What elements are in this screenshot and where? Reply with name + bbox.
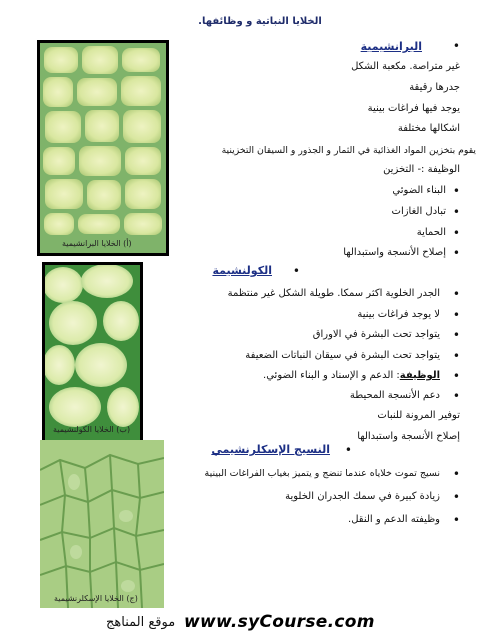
parenchyma-heading: البرانشيمية bbox=[360, 40, 422, 53]
function-label: الوظيفة bbox=[399, 370, 440, 381]
collenchyma-image bbox=[42, 262, 143, 443]
collenchyma-bullet: دعم الأنسجة المحيطة bbox=[349, 390, 440, 401]
bullet-dot: • bbox=[452, 513, 460, 527]
bullet-dot: • bbox=[292, 264, 300, 278]
bullet-dot: • bbox=[452, 369, 460, 383]
parenchyma-line: الوظيفة :- التخزين bbox=[383, 164, 460, 175]
parenchyma-bullet: تبادل الغازات bbox=[391, 206, 446, 217]
bullet-dot: • bbox=[452, 246, 460, 260]
parenchyma-caption: (أ) الخلايا البرانشيمية bbox=[62, 239, 132, 248]
parenchyma-bullet: الحماية bbox=[416, 227, 446, 238]
collenchyma-line: توفير المرونة للنبات bbox=[377, 410, 460, 421]
bullet-dot: • bbox=[452, 349, 460, 363]
bullet-dot: • bbox=[452, 226, 460, 240]
parenchyma-line: غير متراصة. مكعبة الشكل bbox=[351, 61, 460, 72]
parenchyma-bullet: إصلاح الأنسجة واستبدالها bbox=[343, 247, 446, 258]
bullet-dot: • bbox=[452, 184, 460, 198]
collenchyma-bullet: يتواجد تحت البشرة في سيقان النباتات الضعيفة bbox=[245, 350, 440, 361]
parenchyma-bullet: البناء الضوئي bbox=[392, 185, 446, 196]
sclerenchyma-heading: النسيج الإسكلرنشيمي bbox=[211, 443, 330, 456]
collenchyma-line: إصلاح الأنسجة واستبدالها bbox=[357, 431, 460, 442]
bullet-dot: • bbox=[452, 389, 460, 403]
sclerenchyma-image bbox=[40, 440, 164, 608]
bullet-dot: • bbox=[344, 443, 352, 457]
collenchyma-bullet: الجدر الخلوية اكثر سمكا. طويلة الشكل غير منتظمة bbox=[227, 288, 440, 299]
bullet-dot: • bbox=[452, 467, 460, 481]
parenchyma-line: يوجد فيها فراغات بينية bbox=[367, 103, 460, 114]
footer-site-name: موقع المناهج bbox=[106, 615, 176, 630]
sclerenchyma-bullet: وظيفته الدعم و النقل. bbox=[348, 514, 440, 525]
collenchyma-function bbox=[263, 369, 440, 383]
bullet-dot: • bbox=[452, 490, 460, 504]
bullet-dot: • bbox=[452, 287, 460, 301]
parenchyma-line: اشكالها مختلفة bbox=[397, 123, 460, 134]
parenchyma-line: يقوم بتخزين المواد الغذائية في الثمار و الجذور و السيقان التخزينية bbox=[221, 145, 476, 156]
collenchyma-caption: (ب) الخلايا الكولنشيمية bbox=[53, 425, 131, 434]
sclerenchyma-bullet: نسيج تموت خلاياه عندما تنضج و يتميز بغياب الفراغات البينية bbox=[204, 468, 440, 479]
collenchyma-bullet: يتواجد تحت البشرة في الاوراق bbox=[312, 329, 440, 340]
parenchyma-image bbox=[37, 40, 169, 256]
collenchyma-bullet: لا يوجد فراغات بينية bbox=[357, 309, 440, 320]
bullet-dot: • bbox=[452, 39, 460, 53]
collenchyma-heading: الكولنشيمة bbox=[212, 264, 272, 277]
parenchyma-line: جدرها رقيقة bbox=[409, 82, 460, 93]
sclerenchyma-bullet: زيادة كبيرة في سمك الجدران الخلوية bbox=[285, 491, 440, 502]
bullet-dot: • bbox=[452, 205, 460, 219]
function-text: : الدعم و الإسناد و البناء الضوئي. bbox=[263, 370, 400, 381]
bullet-dot: • bbox=[452, 308, 460, 322]
sclerenchyma-caption: (ج) الخلايا الإسكلرنشيمية bbox=[54, 594, 138, 603]
footer-site-url[interactable]: www.syCourse.com bbox=[184, 612, 375, 632]
page-title: الخلايا النباتية و وظائفها. bbox=[198, 16, 322, 27]
bullet-dot: • bbox=[452, 328, 460, 342]
